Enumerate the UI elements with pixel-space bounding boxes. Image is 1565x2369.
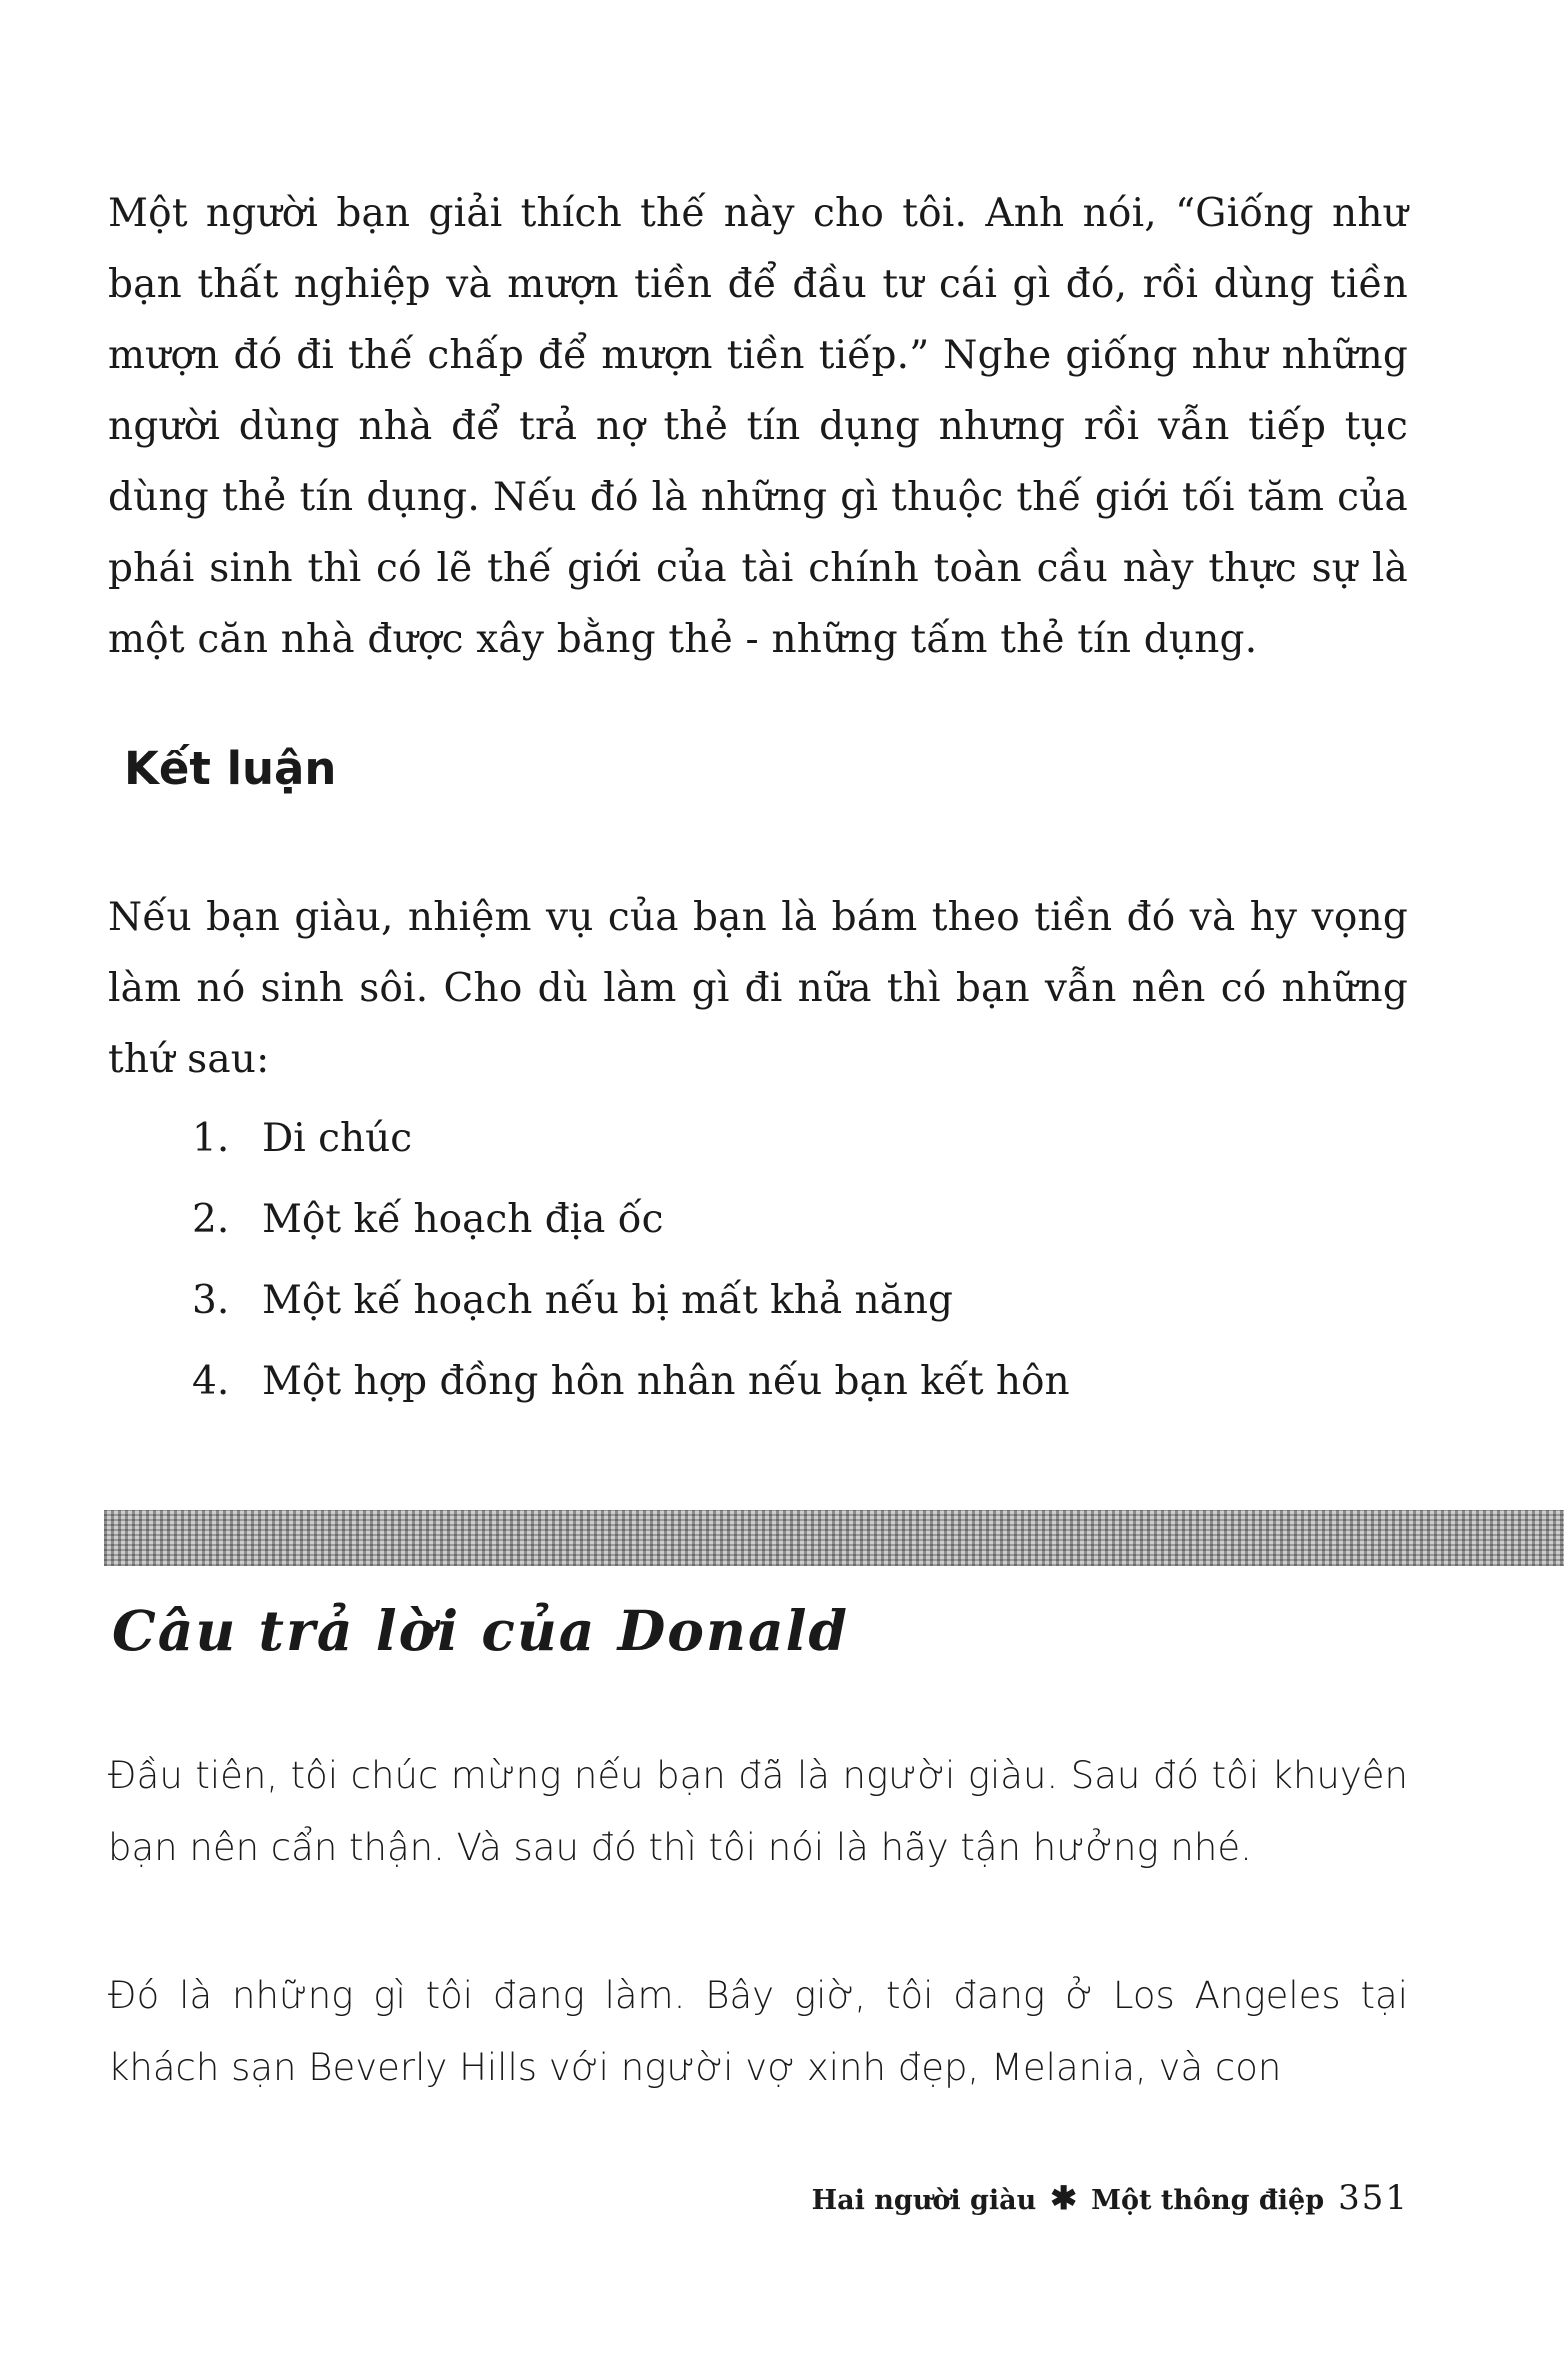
list-item-text: Một kế hoạch nếu bị mất khả năng (262, 1278, 953, 1323)
page-number: 351 (1338, 2178, 1409, 2218)
conclusion-list (192, 1098, 1070, 1422)
donald-paragraph-2: Đó là những gì tôi đang làm. Bây giờ, tôi đang ở Los Angeles tại khách sạn Beverly Hills với người vợ xinh đẹp, Melania, và con (108, 1974, 1408, 2089)
intro-paragraph: Một người bạn giải thích thế này cho tôi. Anh nói, “Giống như bạn thất nghiệp và mượn tiền để đầu tư cái gì đó, rồi dùng tiền mượn đó đi thế chấp để mượn tiền tiếp.” Nghe giống như những người dùng nhà để trả nợ thẻ tín dụng nhưng rồi vẫn tiếp tục dùng thẻ tín dụng. Nếu đó là những gì thuộc thế giới tối tăm của phái sinh thì có lẽ thế giới của tài chính toàn cầu này thực sự là một căn nhà được xây bằng thẻ - những tấm thẻ tín dụng. (108, 191, 1408, 662)
list-item (192, 1341, 1070, 1422)
list-item-number: 1. (192, 1116, 230, 1161)
list-item-text: Một hợp đồng hôn nhân nếu bạn kết hôn (262, 1359, 1070, 1404)
list-item-number: 4. (192, 1359, 230, 1404)
list-item-number: 3. (192, 1278, 230, 1323)
list-item-text: Di chúc (262, 1116, 413, 1161)
asterisk-icon: ✱ (1050, 2179, 1078, 2217)
running-title-left: Hai người giàu (811, 2185, 1037, 2216)
conclusion-heading: Kết luận (124, 742, 337, 795)
list-item-text: Một kế hoạch địa ốc (262, 1197, 664, 1242)
conclusion-paragraph: Nếu bạn giàu, nhiệm vụ của bạn là bám theo tiền đó và hy vọng làm nó sinh sôi. Cho dù làm gì đi nữa thì bạn vẫn nên có những thứ sau: (108, 895, 1408, 1082)
list-item (192, 1098, 1070, 1179)
donald-section-title: Câu trả lời của Donald (112, 1598, 849, 1663)
section-divider (104, 1510, 1564, 1566)
list-item-number: 2. (192, 1197, 230, 1242)
list-item (192, 1260, 1070, 1341)
list-item (192, 1179, 1070, 1260)
page-footer (812, 2178, 1409, 2218)
running-title-right: Một thông điệp (1091, 2185, 1325, 2216)
donald-paragraph-1: Đầu tiên, tôi chúc mừng nếu bạn đã là người giàu. Sau đó tôi khuyên bạn nên cẩn thận. Và sau đó thì tôi nói là hãy tận hưởng nhé. (108, 1754, 1408, 1869)
